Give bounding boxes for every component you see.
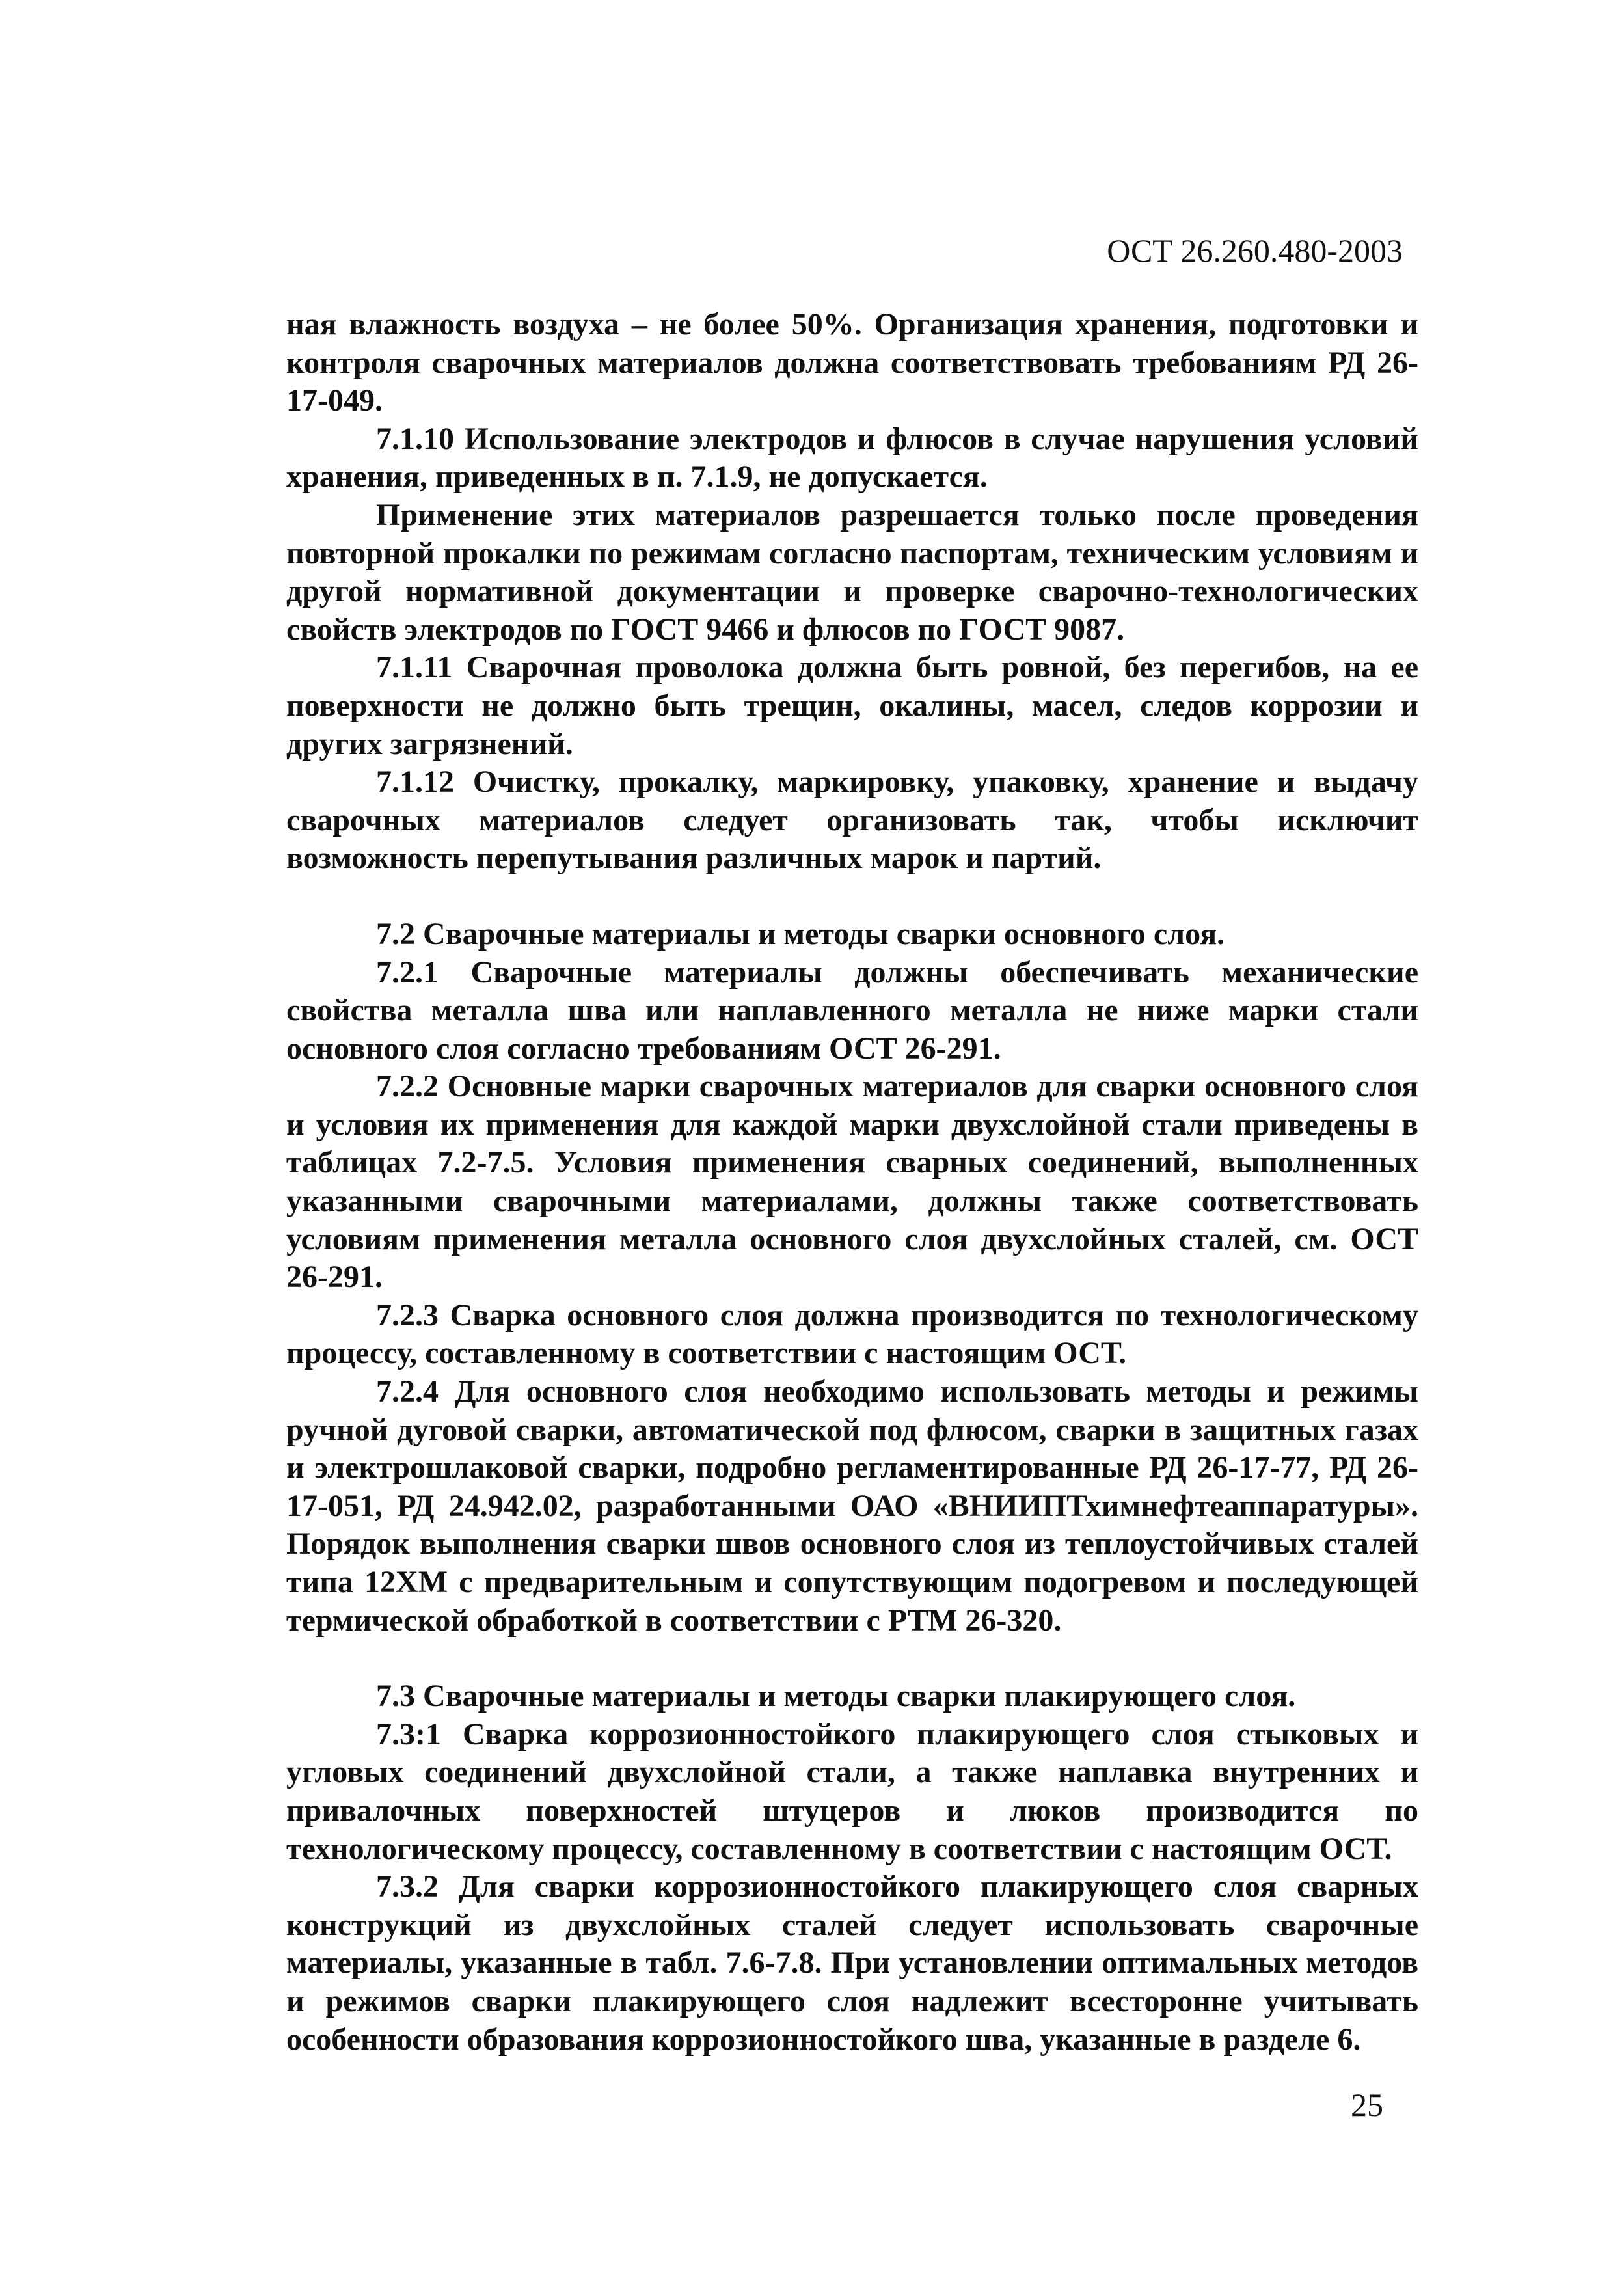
paragraph-7-2-3: 7.2.3 Сварка основного слоя должна производится по технологическому процессу, составленному в соответствии с настоящим ОСТ.: [286, 1297, 1418, 1371]
document-code: ОСТ 26.260.480-2003: [1107, 232, 1403, 269]
paragraph-7-1-12: 7.1.12 Очистку, прокалку, маркировку, упаковку, хранение и выдачу сварочных материалов следует организовать так, чтобы исключит возможность перепутывания различных марок и партий.: [286, 765, 1418, 876]
page-number: 25: [1351, 2087, 1383, 2123]
section-heading-7-3: 7.3 Сварочные материалы и методы сварки плакирующего слоя.: [376, 1679, 1296, 1714]
paragraph-7-3-2: 7.3.2 Для сварки коррозионностойкого плакирующего слоя сварных конструкций из двухслойных сталей следует использовать сварочные материалы, указанные в табл. 7.6-7.8. При установлении оптимальных методов и режимов сварки плакирующего слоя надлежит всесторонне учитывать особенности образования коррозионностойкого шва, указанные в разделе 6.: [286, 1869, 1418, 2057]
paragraph-7-1-10: 7.1.10 Использование электродов и флюсов в случае нарушения условий хранения, приведенных в п. 7.1.9, не допускается.: [286, 421, 1418, 494]
paragraph-7-2-2: 7.2.2 Основные марки сварочных материалов для сварки основного слоя и условия их применения для каждой марки двухслойной стали приведены в таблицах 7.2-7.5. Условия применения сварных соединений, выполненных указанными сварочными материалами, должны также соответствовать условиям применения металла основного слоя двухслойных сталей, см. ОСТ 26-291.: [286, 1069, 1418, 1295]
paragraph-7-2-4: 7.2.4 Для основного слоя необходимо использовать методы и режимы ручной дуговой сварки, автоматической под флюсом, сварки в защитных газах и электрошлаковой сварки, подробно регламентированные РД 26-17-77, РД 26-17-051, РД 24.942.02, разработанными ОАО «ВНИИПТхимнефтеаппаратуры». Порядок выполнения сварки швов основного слоя из теплоустойчивых сталей типа 12ХМ с предварительным и сопутствующим подогревом и последующей термической обработкой в соответствии с РТМ 26-320.: [286, 1374, 1418, 1638]
paragraph-7-1-11: 7.1.11 Сварочная проволока должна быть ровной, без перегибов, на ее поверхности не должно быть трещин, окалины, масел, следов коррозии и других загрязнений.: [286, 650, 1418, 761]
paragraph-7-3-1: 7.3:1 Сварка коррозионностойкого плакирующего слоя стыковых и угловых соединений двухслойной стали, а также наплавка внутренних и привалочных поверхностей штуцеров и люков производится по технологическому процессу, составленному в соответствии с настоящим ОСТ.: [286, 1716, 1418, 1866]
body-text: [286, 306, 1418, 2059]
section-heading-7-2: 7.2 Сварочные материалы и методы сварки основного слоя.: [376, 916, 1225, 951]
paragraph-storage-conditions: ная влажность воздуха – не более 50%. Организация хранения, подготовки и контроля сварочных материалов должна соответствовать требованиям РД 26-17-049.: [286, 307, 1418, 418]
paragraph-repeat-calcination: Применение этих материалов разрешается только после проведения повторной прокалки по режимам согласно паспортам, техническим условиям и другой нормативной документации и проверке сварочно-технологических свойств электродов по ГОСТ 9466 и флюсов по ГОСТ 9087.: [286, 497, 1418, 647]
paragraph-7-2-1: 7.2.1 Сварочные материалы должны обеспечивать механические свойства металла шва или наплавленного металла не ниже марки стали основного слоя согласно требованиям ОСТ 26-291.: [286, 955, 1418, 1066]
